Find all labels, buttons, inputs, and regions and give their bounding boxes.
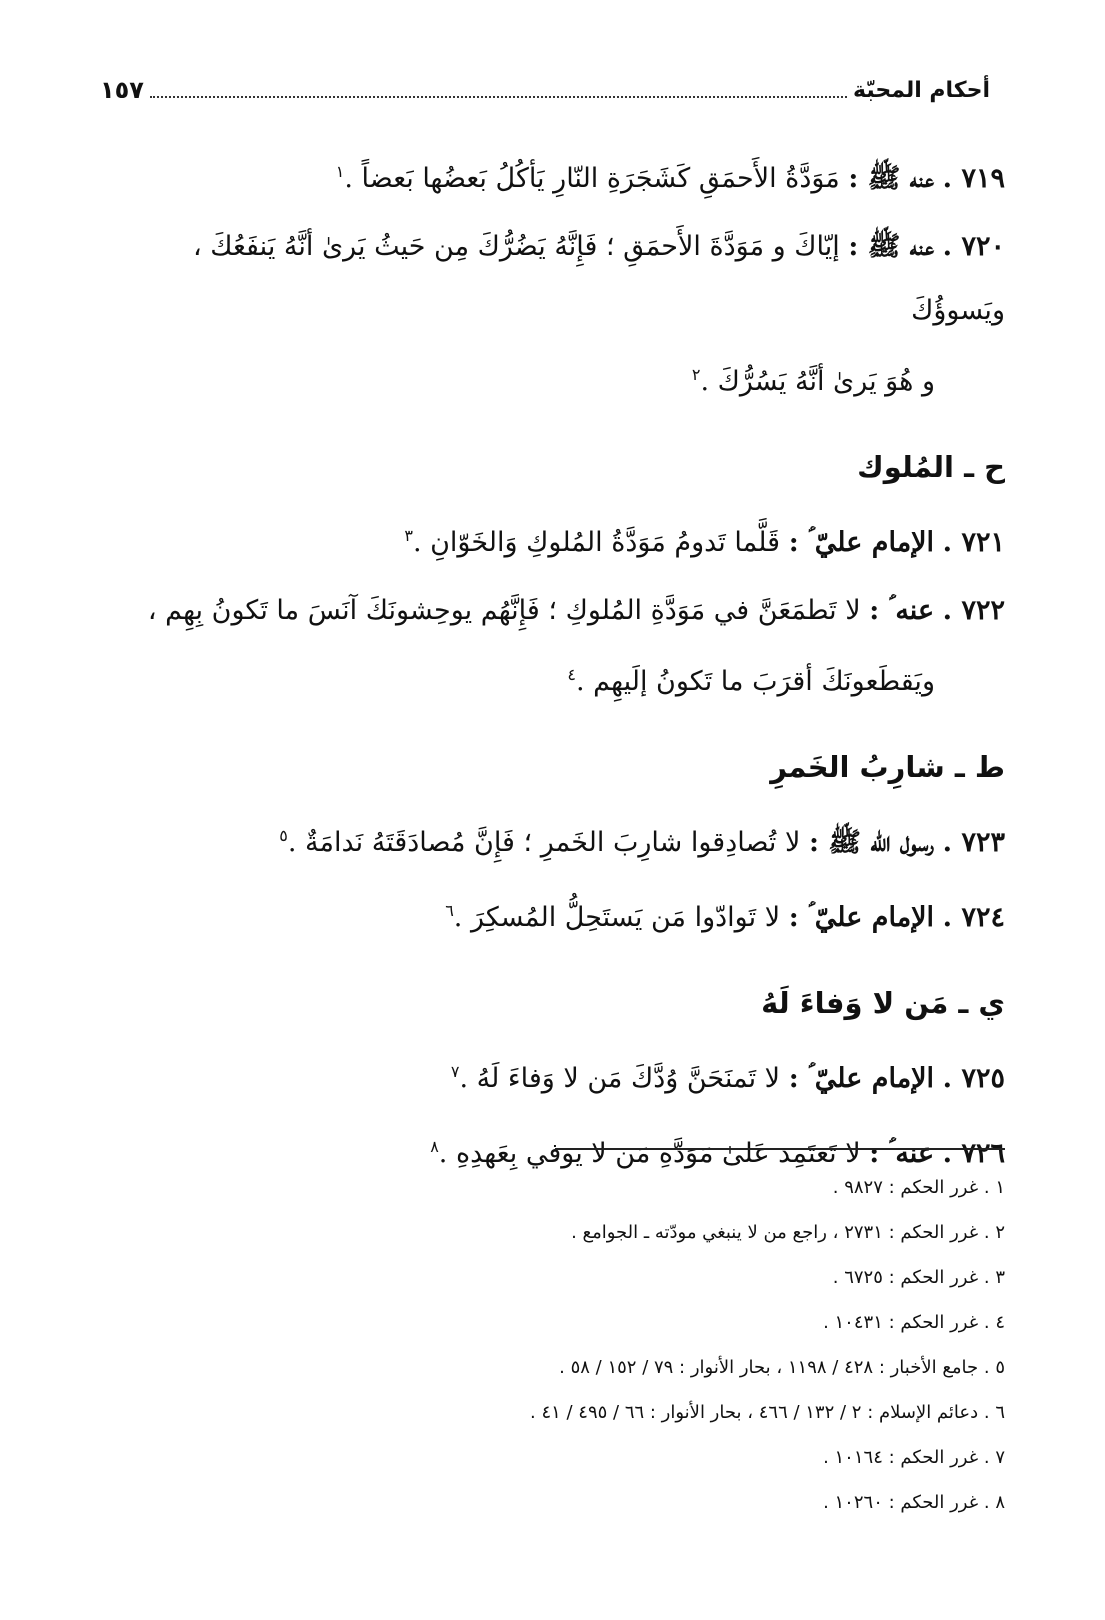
footnote-ref: ٣ bbox=[404, 526, 413, 545]
footnote-ref: ٧ bbox=[450, 1062, 460, 1081]
hadith-number: ٧٢٢ . bbox=[942, 595, 1005, 626]
hadith-source: الإمام عليّ ؑ : bbox=[788, 902, 935, 933]
hadith-number: ٧٢٤ . bbox=[942, 902, 1005, 933]
hadith-725 bbox=[100, 1040, 1005, 1111]
footnote: ٦ . دعائم الإسلام : ٢ / ١٣٢ / ٤٦٦ ، بحار الأنوار : ٦٦ / ٤٩٥ / ٤١ . bbox=[529, 1402, 1005, 1423]
footnote-ref: ٢ bbox=[691, 365, 701, 384]
hadith-text: لا تُصادِقوا شارِبَ الخَمرِ ؛ فَإِنَّ مُصادَقَتَهُ نَدامَةٌ . bbox=[287, 827, 801, 858]
hadith-source: عنه ؑ : bbox=[869, 595, 935, 626]
hadith-number: ٧٢١ . bbox=[942, 527, 1005, 558]
section-heading-unfaithful: ي ـ مَن لا وَفاءَ لَهُ bbox=[761, 986, 1005, 1020]
footnote-separator bbox=[555, 1148, 1005, 1150]
hadith-721 bbox=[100, 504, 1005, 575]
footnote: ٧ . غرر الحكم : ١٠١٦٤ . bbox=[823, 1447, 1005, 1468]
hadith-719 bbox=[100, 140, 1005, 211]
hadith-723 bbox=[100, 804, 1005, 875]
hadith-text: مَوَدَّةُ الأَحمَقِ كَشَجَرَةِ النّارِ يَأكُلُ بَعضُها بَعضاً . bbox=[344, 163, 840, 194]
hadith-source: الإمام عليّ ؑ : bbox=[788, 527, 935, 558]
footnote: ١ . غرر الحكم : ٩٨٢٧ . bbox=[832, 1177, 1005, 1198]
hadith-source: عنه ﷺ : bbox=[848, 163, 935, 194]
section-heading-kings: ح ـ المُلوك bbox=[857, 450, 1005, 484]
chapter-title: أحكام المحبّة bbox=[853, 77, 990, 103]
hadith-source: الإمام عليّ ؑ : bbox=[788, 1063, 935, 1094]
hadith-text: لا تَعتَمِد عَلىٰ مَوَدَّةِ مَن لا يوفي بِعَهدِهِ . bbox=[438, 1138, 861, 1169]
footnote-ref: ٨ bbox=[430, 1137, 439, 1156]
footnotes bbox=[100, 1165, 1005, 1525]
running-header bbox=[100, 70, 990, 110]
hadith-text: لا تَمنَحَنَّ وُدَّكَ مَن لا وَفاءَ لَهُ . bbox=[459, 1063, 781, 1094]
hadith-text: قَلَّما تَدومُ مَوَدَّةُ المُلوكِ وَالخَوّانِ . bbox=[412, 527, 781, 558]
footnote: ٨ . غرر الحكم : ١٠٢٦٠ . bbox=[823, 1492, 1005, 1513]
hadith-text: لا تَوادّوا مَن يَستَحِلُّ المُسكِرَ . bbox=[453, 902, 781, 933]
hadith-text-cont: و هُوَ يَرىٰ أنَّهُ يَسُرُّكَ . bbox=[700, 366, 935, 397]
hadith-text-cont: ويَقطَعونَكَ أقرَبَ ما تَكونُ إلَيهِم . bbox=[575, 666, 935, 697]
footnote: ٣ . غرر الحكم : ٦٧٢٥ . bbox=[832, 1267, 1005, 1288]
hadith-number: ٧٢٥ . bbox=[942, 1063, 1005, 1094]
hadith-724 bbox=[100, 879, 1005, 950]
hadith-number: ٧٢٠ . bbox=[942, 231, 1005, 262]
hadith-number: ٧٢٦ . bbox=[942, 1138, 1005, 1169]
footnote: ٤ . غرر الحكم : ١٠٤٣١ . bbox=[823, 1312, 1005, 1333]
dot-leader bbox=[150, 82, 847, 98]
hadith-source: رسول الله ﷺ : bbox=[808, 827, 935, 858]
hadith-722 bbox=[100, 579, 1005, 714]
footnote-ref: ٤ bbox=[567, 665, 576, 684]
hadith-continuation bbox=[100, 643, 1005, 714]
page-number: ١٥٧ bbox=[100, 76, 144, 104]
footnote-ref: ٥ bbox=[279, 826, 288, 845]
footnote: ٥ . جامع الأخبار : ٤٢٨ / ١١٩٨ ، بحار الأنوار : ٧٩ / ١٥٢ / ٥٨ . bbox=[559, 1357, 1005, 1378]
section-heading-wine-drinker: ط ـ شارِبُ الخَمرِ bbox=[770, 750, 1005, 784]
hadith-source: عنه ﷺ : bbox=[848, 231, 935, 262]
hadith-continuation bbox=[100, 343, 1005, 414]
footnote-ref: ١ bbox=[335, 162, 345, 181]
hadith-number: ٧٢٣ . bbox=[942, 827, 1005, 858]
hadith-source: عنه ؑ : bbox=[869, 1138, 935, 1169]
hadith-text: إيّاكَ و مَوَدَّةَ الأَحمَقِ ؛ فَإِنَّهُ يَضُرُّكَ مِن حَيثُ يَرىٰ أنَّهُ يَنفَعُكَ ، ويَسوؤُكَ bbox=[192, 231, 1005, 326]
hadith-number: ٧١٩ . bbox=[942, 163, 1005, 194]
page-body bbox=[100, 140, 1005, 1190]
hadith-text: لا تَطمَعَنَّ في مَوَدَّةِ المُلوكِ ؛ فَإِنَّهُم يوحِشونَكَ آنَسَ ما تَكونُ بِهِم ، bbox=[147, 595, 861, 626]
footnote: ٢ . غرر الحكم : ٢٧٣١ ، راجع من لا ينبغي مودّته ـ الجوامع . bbox=[571, 1222, 1005, 1243]
footnote-ref: ٦ bbox=[445, 901, 454, 920]
hadith-720 bbox=[100, 215, 1005, 414]
